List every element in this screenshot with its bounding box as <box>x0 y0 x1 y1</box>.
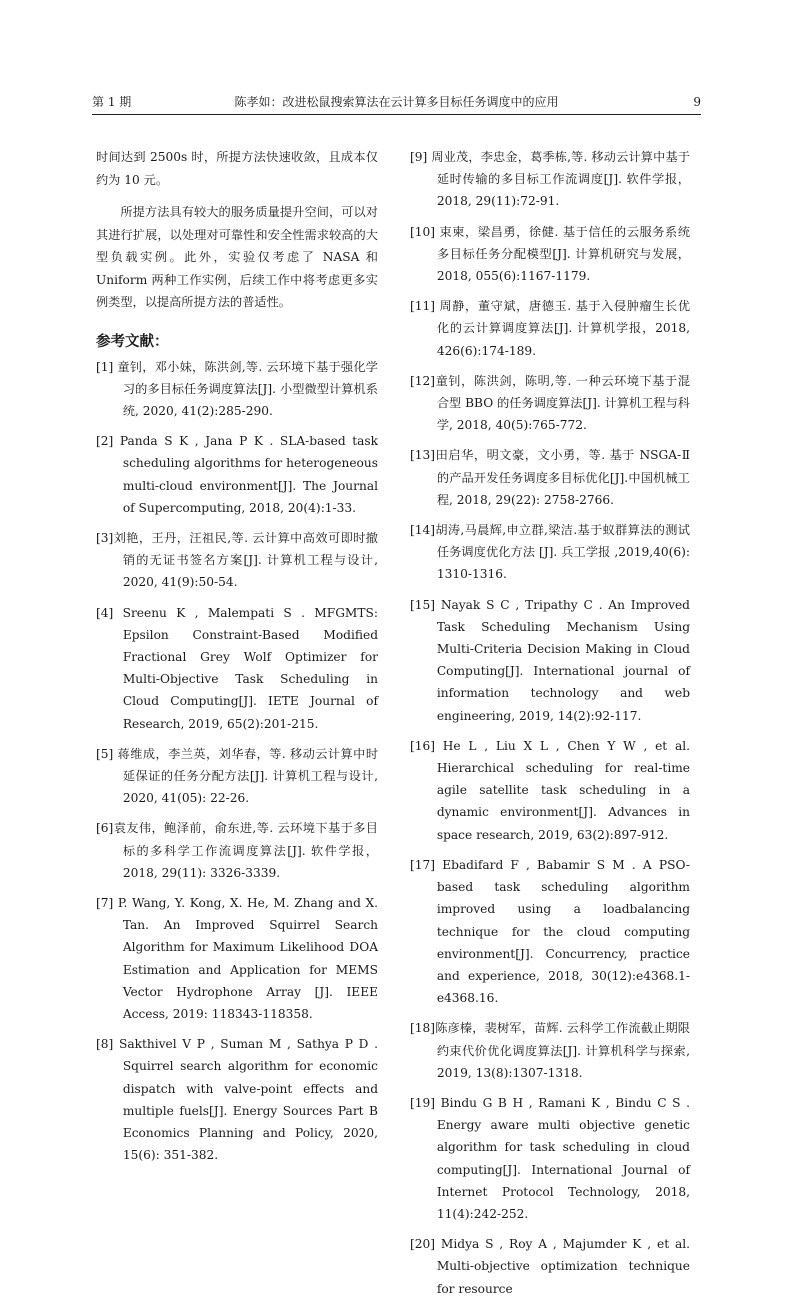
reference-number: [18] <box>410 1021 436 1036</box>
body-paragraph: 所提方法具有较大的服务质量提升空间，可以对其进行扩展，以处理对可靠性和安全性需求较高的大型负载实例。此外，实验仅考虑了 NASA 和 Uniform 两种工作实例，后续工作中将考虑更多实例类型，以提高所提方法的普适性。 <box>96 205 378 309</box>
reference-number: [8] <box>96 1037 114 1052</box>
reference-item <box>410 221 690 288</box>
reference-text: 周静，董守斌，唐德玉. 基于入侵肿瘤生长优化的云计算调度算法[J]. 计算机学报，2018, 426(6):174-189. <box>436 299 691 358</box>
reference-number: [12] <box>410 373 436 388</box>
reference-item <box>96 527 378 594</box>
reference-text: 周业茂，李忠金，葛季栋,等. 移动云计算中基于延时传输的多目标工作流调度[J]. 软件学报，2018, 29(11):72-91. <box>431 150 691 209</box>
reference-text: 蒋维成，李兰英，刘华春，等. 移动云计算中时延保证的任务分配方法[J]. 计算机工程与设计, 2020, 41(05): 22-26. <box>117 746 379 806</box>
reference-item <box>410 370 690 437</box>
reference-item <box>410 594 690 727</box>
reference-number: [10] <box>410 224 436 239</box>
reference-item <box>96 430 378 519</box>
left-column <box>96 146 378 1174</box>
reference-text: Panda S K , Jana P K . SLA-based task scheduling algorithms for heterogeneous multi-cloud environment[J]. The Journal of Supercomputing, 2018, 20(4):1-33. <box>119 434 378 515</box>
reference-item <box>410 444 690 511</box>
reference-item <box>96 817 378 884</box>
reference-item <box>96 1033 378 1166</box>
reference-text: Ebadifard F , Babamir S M . A PSO-based task scheduling algorithm improved using a loadbalancing technique for the cloud computing environment[J]. Concurrency, practice and experience, 2018, 30(12):e4368.1-e4368.16. <box>436 857 690 1006</box>
reference-text: 束柬，梁昌勇，徐健. 基于信任的云服务系统多目标任务分配模型[J]. 计算机研究与发展，2018, 055(6):1167-1179. <box>436 224 691 284</box>
reference-number: [3] <box>96 530 114 545</box>
header-divider <box>92 114 701 115</box>
reference-item <box>96 743 378 810</box>
reference-text: 刘艳，王丹，汪祖民,等. 云计算中高效可即时撤销的无证书签名方案[J]. 计算机工程与设计, 2020, 41(9):50-54. <box>113 530 378 590</box>
reference-number: [7] <box>96 895 114 910</box>
reference-number: [11] <box>410 299 436 314</box>
reference-text: P. Wang, Y. Kong, X. He, M. Zhang and X. Tan. An Improved Squirrel Search Algorithm for Maximum Likelihood DOA Estimation and Application for MEMS Vector Hydrophone Array [J]. IEEE Access, 2019: 118343-118358. <box>117 895 378 1021</box>
reference-text: He L , Liu X L , Chen Y W , et al. Hierarchical scheduling for real-time agile satellite task scheduling in a dynamic environment[J]. Advances in space research, 2019, 63(2):897-912. <box>436 738 690 842</box>
reference-number: [9] <box>410 150 428 164</box>
reference-item <box>410 1233 690 1300</box>
running-title: 陈孝如：改进松鼠搜索算法在云计算多目标任务调度中的应用 <box>234 95 559 109</box>
reference-text: Bindu G B H , Ramani K , Bindu C S . Energy aware multi objective genetic algorithm for task scheduling in cloud computing[J]. International Journal of Internet Protocol Technology, 2018, 11(4):242-252. <box>436 1095 690 1221</box>
reference-item <box>96 892 378 1025</box>
page-number: 9 <box>693 95 701 109</box>
reference-number: [14] <box>410 523 436 538</box>
reference-text: Sakthivel V P , Suman M , Sathya P D . Squirrel search algorithm for economic dispatch with valve-point effects and multiple fuels[J]. Energy Sources Part B Economics Planning and Policy, 2020, 15(6): 351-382. <box>118 1037 379 1163</box>
reference-number: [20] <box>410 1237 436 1252</box>
body-paragraph: 时间达到 2500s 时，所提方法快速收敛，且成本仅约为 10 元。 <box>96 150 378 187</box>
right-column <box>410 146 690 1308</box>
reference-number: [17] <box>410 857 436 872</box>
issue-number: 第 1 期 <box>92 95 132 109</box>
reference-text: 陈彦榛，裴树军，苗辉. 云科学工作流截止期限约束代价优化调度算法[J]. 计算机科学与探索, 2019, 13(8):1307-1318. <box>435 1021 690 1080</box>
reference-item <box>410 735 690 846</box>
reference-number: [19] <box>410 1095 436 1110</box>
reference-text: 童钊，邓小妹，陈洪剑,等. 云环境下基于强化学习的多目标任务调度算法[J]. 小型微型计算机系统, 2020, 41(2):285-290. <box>117 359 378 418</box>
reference-number: [1] <box>96 359 114 374</box>
reference-number: [4] <box>96 605 114 620</box>
reference-text: 田启华，明文豪，文小勇，等. 基于 NSGA-Ⅱ的产品开发任务调度多目标优化[J].中国机械工程, 2018, 29(22): 2758-2766. <box>435 448 690 507</box>
reference-text: 童钊，陈洪剑，陈明,等. 一种云环境下基于混合型 BBO 的任务调度算法[J]. 计算机工程与科学, 2018, 40(5):765-772. <box>435 373 690 433</box>
references-heading: 参考文献： <box>96 332 169 350</box>
reference-text: 胡涛,马晨辉,申立群,梁洁.基于蚁群算法的测试任务调度优化方法 [J]. 兵工学报 ,2019,40(6): 1310-1316. <box>435 523 690 582</box>
reference-text: Sreenu K , Malempati S . MFGMTS: Epsilon Constraint-Based Modified Fractional Grey Wolf Optimizer for Multi-Objective Task Scheduling in Cloud Computing[J]. IETE Journal of Research, 2019, 65(2):201-215. <box>122 605 379 731</box>
reference-text: Nayak S C , Tripathy C . An Improved Task Scheduling Mechanism Using Multi-Criteria Decision Making in Cloud Computing[J]. International journal of information technology and web engineering, 2019, 14(2):92-117. <box>436 597 690 723</box>
reference-number: [5] <box>96 746 114 761</box>
reference-item <box>410 519 690 586</box>
reference-number: [2] <box>96 434 114 449</box>
reference-number: [13] <box>410 448 436 463</box>
running-header <box>92 93 701 113</box>
reference-number: [15] <box>410 597 436 612</box>
reference-text: Midya S , Roy A , Majumder K , et al. Multi-objective optimization technique for resource <box>436 1237 690 1296</box>
reference-number: [16] <box>410 738 436 753</box>
reference-item <box>410 295 690 362</box>
reference-item <box>96 356 378 423</box>
reference-number: [6] <box>96 821 114 836</box>
reference-item <box>96 602 378 735</box>
reference-item <box>410 1092 690 1225</box>
reference-item <box>410 854 690 1009</box>
reference-item <box>410 1017 690 1084</box>
reference-text: 袁友伟，鲍泽前，俞东进,等. 云环境下基于多目标的多科学工作流调度算法[J]. 软件学报，2018, 29(11): 3326-3339. <box>113 821 378 880</box>
reference-item <box>410 146 690 213</box>
